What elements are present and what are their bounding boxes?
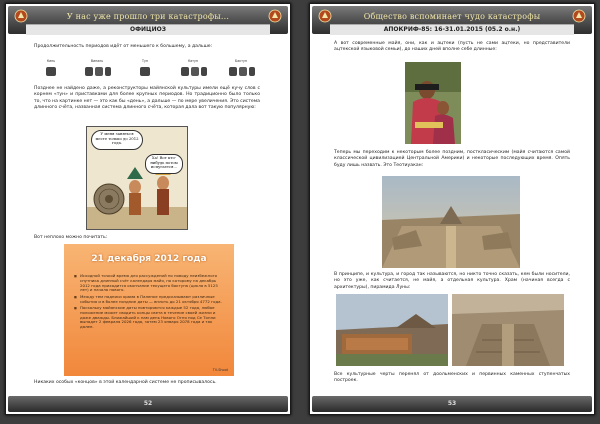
body-paragraph: Позднее не найдено даже, а реконструкторы майянской культуры имели ещё кучу слов с корнем «тун» и приставками для более крупных периодов. Но традиционно было только то, что на картинке нет — это как бы «день», а дальше — по мере увеличения. Это система длинного счёта, названная система длинного счёта, которая дала вот такую популярную:: [34, 86, 260, 110]
slide-bullet: ■ Между тем надписи храма в Паленке предсказывают различные события и в более поздние даты — вплоть до 21 октября 4772 года.: [74, 295, 226, 305]
page-header: [312, 6, 592, 34]
page-number: 52: [143, 400, 153, 407]
presentation-slide: [64, 244, 234, 376]
slide-bullet: ■ Поскольку майянские даты повторяются каждые 52 года, любое положение может сводить концы света в течение своей жизни и даже дважды. Ближайший к нам день Нового Огня под Се Тонли выпадет 2 февраля 2026 года, затем 23 января 2078 года и так далее.: [74, 306, 226, 330]
calendar-units-diagram: [34, 59, 260, 81]
speech-bubble: Ха! Вот кто-нибудь потом испугается...: [145, 154, 183, 174]
mayan-emblem-icon: [14, 9, 28, 23]
page-footer: [312, 396, 592, 412]
comic-illustration: [86, 126, 188, 230]
body-paragraph: Теперь мы переходим к некоторым более поздним, посткласическим (майя считаются самой классической цивилизацией Центральной Америки) и некоторые последующих время. Опять буду лишь назвать. Это Теотиуакан:: [334, 150, 570, 168]
calendar-unit: [176, 59, 210, 81]
mayan-glyph-icon: [34, 63, 68, 79]
mayan-glyph-icon: [224, 63, 258, 79]
intro-paragraph: Продолжительность периодов идёт от меньшего к большему, а дальше:: [34, 44, 213, 49]
photo-mayan-women: [405, 62, 461, 144]
body-paragraph: Никаких особых «концов» в этой календарной системе не прописывалось.: [34, 380, 217, 385]
mayan-glyph-icon: [176, 63, 210, 79]
calendar-unit-label: Катун: [187, 59, 199, 63]
header-subtitle: АПОКРИФ-85: 16-31.01.2015 (05.2 о.н.): [330, 24, 574, 35]
photo-pyramid-moon: [336, 294, 448, 366]
right-page: [309, 3, 595, 415]
header-title: Общество вспоминает чудо катастрофы: [363, 12, 541, 21]
photo-step-pyramid: [452, 294, 564, 366]
photo-teotihuacan: [382, 176, 520, 268]
body-paragraph: Все культурные черты перенял от доольменских и первинных каменных ступенчатых построек.: [334, 372, 570, 384]
mayan-glyph-icon: [128, 63, 162, 79]
calendar-unit: [80, 59, 114, 81]
mayan-glyph-icon: [80, 63, 114, 79]
slide-title: 21 декабря 2012 года: [91, 254, 207, 264]
body-paragraph: А вот современные майя, они, как и ацтеки (пусть не сами ацтеки, но представители ацтекской языковой семьи), до наших дней вполне себе длинные:: [334, 41, 570, 53]
mayan-emblem-icon: [318, 9, 332, 23]
slide-bullet: ■ Исходной точкой время для рассуждений по поводу неизбежного спутника длинный счёт календаря майя, по которому на декабрь 2012 года приходится окончание текущего бактуна (цикла в 5125 лет) и начало нового.: [74, 274, 226, 293]
header-title: У нас уже прошло три катастрофы...: [66, 12, 230, 21]
left-page: [5, 3, 291, 415]
slide-bullet-list: [74, 274, 226, 332]
calendar-unit-label: Виналь: [90, 59, 104, 63]
header-subtitle: ОФИЦИОЗ: [26, 24, 270, 35]
speech-bubble: У меня заняться месте только до 2012 года.: [91, 130, 143, 150]
calendar-unit: [34, 59, 68, 81]
page-header: [8, 6, 288, 34]
calendar-unit-label: Бактун: [235, 59, 247, 63]
mayan-emblem-icon: [268, 9, 282, 23]
mayan-emblem-icon: [572, 9, 586, 23]
body-paragraph: В принципе, и культура, и город так называются, но никто точно сказать, кем были носители, но это уже, как считается, не майя, а отдельная культура. Храм (начиная всегда с архитектуры), пирамида Луны:: [334, 272, 570, 290]
calendar-unit-label: Тун: [142, 59, 148, 63]
body-paragraph: Вот неплохо можно почитать:: [34, 235, 108, 240]
calendar-unit-label: Кинь: [46, 59, 56, 63]
calendar-unit: [224, 59, 258, 81]
slide-brand: TV-Shoot: [212, 368, 228, 372]
page-footer: [8, 396, 288, 412]
calendar-unit: [128, 59, 162, 81]
page-number: 53: [447, 400, 457, 407]
